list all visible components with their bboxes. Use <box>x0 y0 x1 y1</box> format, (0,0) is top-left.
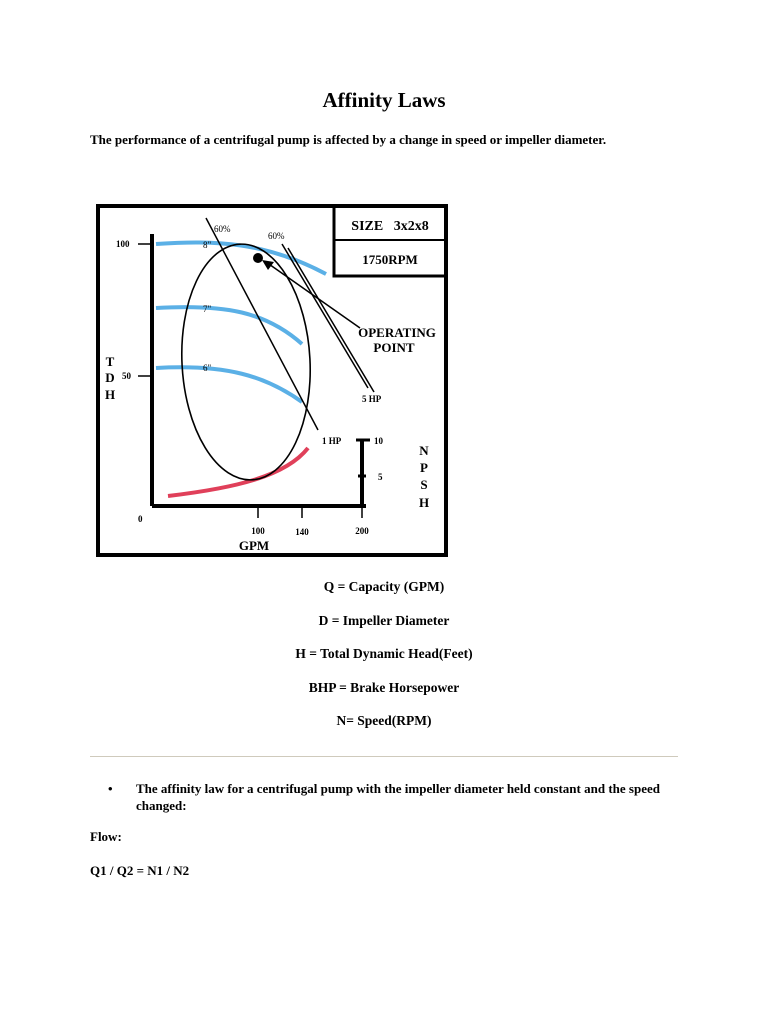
hp-label-5: 5 HP <box>362 394 382 404</box>
intro-paragraph: The performance of a centrifugal pump is affected by a change in speed or impeller diameter. <box>90 132 607 147</box>
flow-formula: Q1 / Q2 = N1 / N2 <box>90 863 190 878</box>
npsh-curve <box>168 448 308 496</box>
section-divider <box>90 756 678 757</box>
eff-label-1: 60% <box>214 224 231 234</box>
head-curve-7in <box>156 307 302 344</box>
definition-bhp: BHP = Brake Horsepower <box>308 679 460 695</box>
npsh-title-h: H <box>418 495 430 510</box>
y-axis-title-d: D <box>105 370 115 385</box>
npsh-title-p: P <box>420 460 428 475</box>
hp-label-1: 1 HP <box>322 436 342 446</box>
head-curve-6in <box>156 367 302 402</box>
y-tick-label-100: 100 <box>116 239 130 249</box>
efficiency-ellipse <box>176 241 316 483</box>
y-axis-title-h: H <box>104 387 116 402</box>
impeller-7-label: 7" <box>203 304 212 314</box>
impeller-8-label: 8" <box>203 240 212 250</box>
impeller-6-label: 6" <box>203 363 212 373</box>
npsh-title-n: N <box>419 443 429 458</box>
operating-point-arrow <box>266 262 360 328</box>
y-axis-title-t: T <box>105 354 115 369</box>
operating-label-1: OPERATING <box>358 325 436 340</box>
definitions-list <box>0 578 768 746</box>
page-title: Affinity Laws <box>322 88 446 112</box>
rpm-label: 1750RPM <box>362 252 418 267</box>
x-tick-label-100: 100 <box>251 526 265 536</box>
definition-n: N= Speed(RPM) <box>336 713 432 728</box>
x-tick-label-200: 200 <box>355 526 369 536</box>
definition-q: Q = Capacity (GPM) <box>323 579 445 594</box>
hp-line-5b <box>288 248 374 392</box>
size-label: SIZE 3x2x8 <box>351 219 429 234</box>
npsh-tick-label-5: 5 <box>378 472 383 482</box>
arrow-head <box>262 260 274 270</box>
operating-point <box>253 253 263 263</box>
bullet-text: The affinity law for a centrifugal pump with the impeller diameter held constant and the speed changed: <box>136 781 660 813</box>
npsh-title-s: S <box>420 477 428 492</box>
npsh-tick-label-10: 10 <box>374 436 383 446</box>
y-tick-label-50: 50 <box>122 371 131 381</box>
x-axis-title: GPM <box>238 538 270 553</box>
operating-label-2: POINT <box>373 340 415 355</box>
y-tick-label-0: 0 <box>138 514 143 524</box>
x-tick-label-140: 140 <box>295 527 309 537</box>
definition-d: D = Impeller Diameter <box>318 612 450 628</box>
bullet-marker: • <box>108 781 113 796</box>
bullet-item <box>108 780 668 814</box>
eff-label-2: 60% <box>268 231 285 241</box>
flow-label: Flow: <box>90 829 122 844</box>
definition-h: H = Total Dynamic Head(Feet) <box>295 646 473 661</box>
hp-line-5a <box>282 244 368 388</box>
pump-performance-figure <box>96 204 448 557</box>
